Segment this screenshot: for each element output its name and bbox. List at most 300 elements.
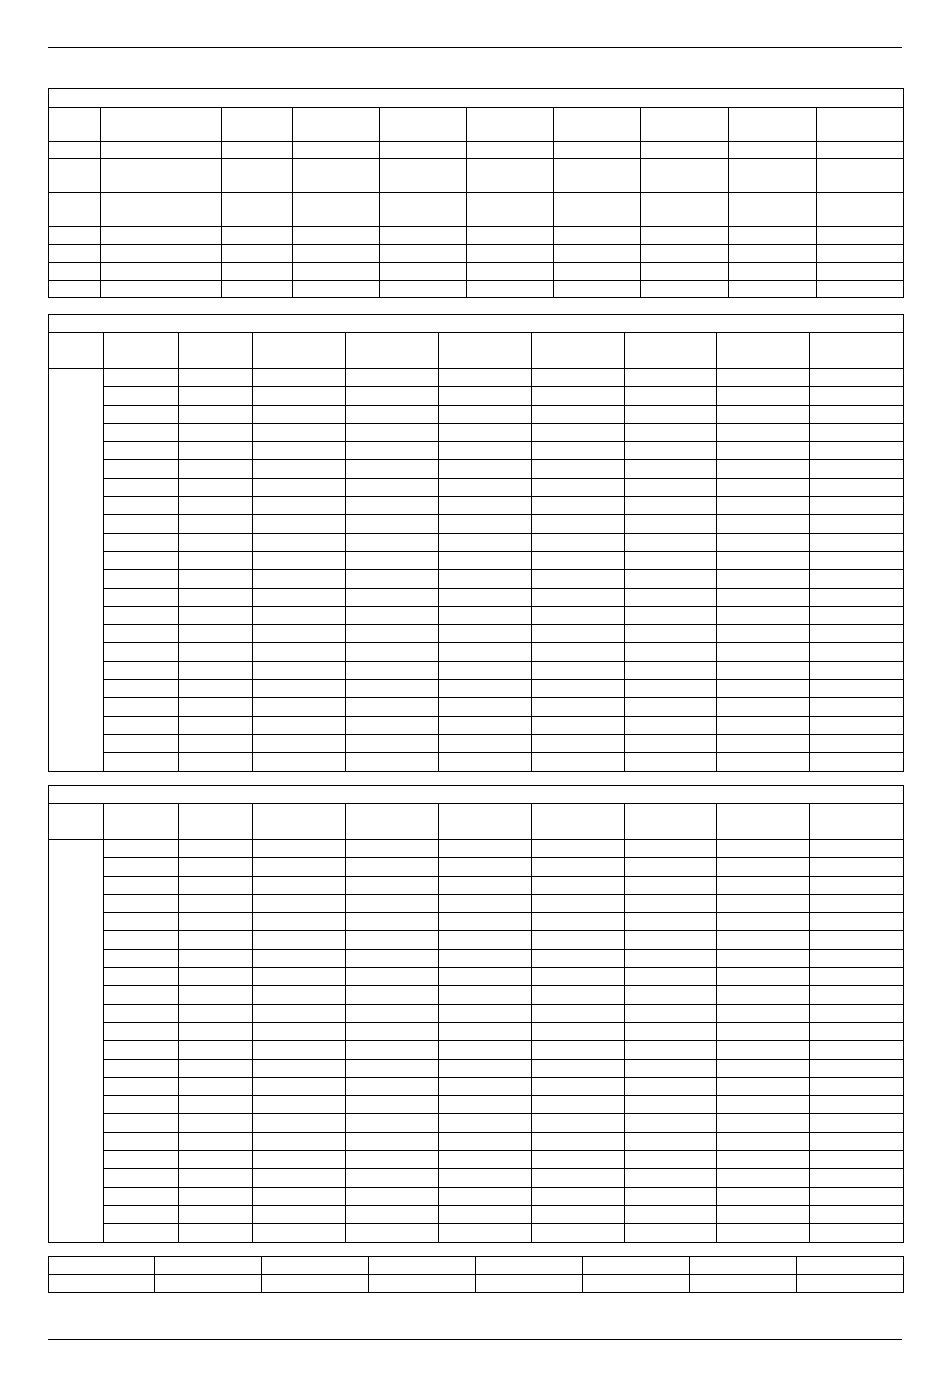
table-cell	[467, 193, 554, 227]
table-cell	[717, 1004, 810, 1022]
table-cell	[346, 716, 439, 734]
table-cell	[554, 245, 641, 263]
table-cell	[625, 606, 717, 624]
table-row	[49, 1004, 904, 1022]
table-cell	[717, 1022, 810, 1040]
table-cell	[253, 1169, 346, 1187]
table-cell	[253, 405, 346, 423]
table-cell	[810, 1169, 904, 1187]
table-cell	[346, 1224, 439, 1242]
table-cell	[104, 405, 179, 423]
table-cell	[179, 734, 253, 752]
table-cell	[625, 1224, 717, 1242]
table-cell	[179, 387, 253, 405]
table-cell	[810, 968, 904, 986]
table-cell	[439, 387, 532, 405]
table-cell	[717, 460, 810, 478]
table-cell	[625, 858, 717, 876]
table-cell	[179, 533, 253, 551]
table-cell	[104, 515, 179, 533]
table-row	[49, 716, 904, 734]
table-cell	[532, 716, 625, 734]
table-cell	[532, 533, 625, 551]
table-2-header-cell	[179, 333, 253, 369]
table-cell	[179, 1187, 253, 1205]
table-cell	[717, 625, 810, 643]
table-cell	[179, 1022, 253, 1040]
table-cell	[179, 1224, 253, 1242]
table-cell	[155, 1257, 262, 1275]
table-cell	[625, 423, 717, 441]
table-row	[49, 968, 904, 986]
table-cell	[104, 1187, 179, 1205]
table-cell	[104, 661, 179, 679]
table-cell	[717, 643, 810, 661]
table-cell	[625, 1041, 717, 1059]
table-cell	[253, 858, 346, 876]
table-cell	[625, 515, 717, 533]
table-cell	[253, 533, 346, 551]
table-cell	[810, 369, 904, 387]
table-3-header-cell	[717, 804, 810, 840]
table-cell	[369, 1257, 476, 1275]
table-cell	[104, 387, 179, 405]
table-cell	[253, 698, 346, 716]
table-cell	[104, 968, 179, 986]
table-row	[49, 405, 904, 423]
table-cell	[532, 643, 625, 661]
table-1-header-cell	[101, 108, 222, 142]
table-cell	[439, 1114, 532, 1132]
table-row	[49, 1132, 904, 1150]
table-cell	[253, 387, 346, 405]
table-cell	[253, 716, 346, 734]
table-cell	[346, 570, 439, 588]
table-cell	[293, 263, 380, 281]
table-cell	[346, 625, 439, 643]
table-cell	[104, 478, 179, 496]
table-cell	[253, 931, 346, 949]
table-cell	[532, 606, 625, 624]
table-cell	[179, 515, 253, 533]
table-cell	[625, 442, 717, 460]
table-cell	[532, 931, 625, 949]
table-cell	[717, 1187, 810, 1205]
table-cell	[729, 281, 817, 298]
table-row	[49, 625, 904, 643]
table-row	[49, 1187, 904, 1205]
table-cell	[346, 680, 439, 698]
table-cell	[104, 1132, 179, 1150]
table-1	[48, 88, 904, 298]
table-cell	[532, 876, 625, 894]
table-cell	[346, 551, 439, 569]
table-cell	[717, 1151, 810, 1169]
table-cell	[179, 858, 253, 876]
table-cell	[717, 551, 810, 569]
table-cell	[179, 716, 253, 734]
table-cell	[717, 840, 810, 858]
table-cell	[439, 1077, 532, 1095]
table-cell	[625, 1151, 717, 1169]
table-cell	[810, 570, 904, 588]
table-cell	[253, 588, 346, 606]
table-cell	[439, 1004, 532, 1022]
table-cell	[179, 1132, 253, 1150]
table-cell	[104, 643, 179, 661]
table-cell	[625, 1114, 717, 1132]
table-cell	[439, 423, 532, 441]
table-cell	[380, 281, 467, 298]
table-cell	[369, 1275, 476, 1293]
table-cell	[179, 551, 253, 569]
table-cell	[439, 442, 532, 460]
table-cell	[346, 1059, 439, 1077]
table-cell	[346, 876, 439, 894]
table-cell	[625, 698, 717, 716]
table-cell	[104, 1169, 179, 1187]
table-3-header-cell	[810, 804, 904, 840]
table-cell	[810, 949, 904, 967]
table-cell	[104, 840, 179, 858]
table-3-header-cell	[439, 804, 532, 840]
table-cell	[717, 478, 810, 496]
table-cell	[380, 142, 467, 159]
table-cell	[532, 734, 625, 752]
table-cell	[532, 1187, 625, 1205]
table-row	[49, 858, 904, 876]
table-cell	[439, 1224, 532, 1242]
table-row	[49, 643, 904, 661]
table-cell	[532, 551, 625, 569]
table-cell	[729, 142, 817, 159]
table-cell	[346, 606, 439, 624]
table-cell	[439, 894, 532, 912]
table-row	[49, 551, 904, 569]
table-cell	[439, 570, 532, 588]
table-cell	[104, 497, 179, 515]
table-cell	[554, 227, 641, 245]
table-cell	[293, 227, 380, 245]
table-cell	[717, 913, 810, 931]
table-row	[49, 1224, 904, 1242]
table-cell	[253, 551, 346, 569]
table-cell	[380, 159, 467, 193]
table-cell	[104, 680, 179, 698]
table-row	[49, 840, 904, 858]
table-cell	[532, 478, 625, 496]
table-cell	[797, 1275, 904, 1293]
table-row	[49, 263, 904, 281]
table-row	[49, 369, 904, 387]
table-2	[48, 314, 904, 772]
table-cell	[532, 1059, 625, 1077]
table-3-header-cell	[253, 804, 346, 840]
table-cell	[179, 1004, 253, 1022]
table-cell	[690, 1257, 797, 1275]
table-row	[49, 245, 904, 263]
table-cell	[439, 1132, 532, 1150]
table-cell	[49, 1257, 155, 1275]
table-cell	[346, 913, 439, 931]
table-cell	[810, 405, 904, 423]
table-cell	[346, 1187, 439, 1205]
table-row	[49, 1205, 904, 1223]
table-cell	[104, 423, 179, 441]
table-cell	[532, 1114, 625, 1132]
table-cell	[262, 1275, 369, 1293]
table-row	[49, 986, 904, 1004]
table-1-header-cell	[554, 108, 641, 142]
table-cell	[439, 1187, 532, 1205]
table-cell	[253, 1041, 346, 1059]
table-cell	[810, 913, 904, 931]
table-cell	[625, 949, 717, 967]
table-cell	[179, 753, 253, 771]
table-cell	[717, 931, 810, 949]
table-cell	[641, 227, 729, 245]
table-cell	[380, 227, 467, 245]
table-cell	[717, 1224, 810, 1242]
table-cell	[439, 661, 532, 679]
table-cell	[532, 661, 625, 679]
table-cell	[179, 949, 253, 967]
table-cell	[532, 1004, 625, 1022]
table-cell	[439, 949, 532, 967]
table-cell	[253, 423, 346, 441]
table-cell	[625, 643, 717, 661]
table-cell	[532, 894, 625, 912]
table-cell	[625, 840, 717, 858]
table-cell	[717, 423, 810, 441]
table-cell	[439, 931, 532, 949]
table-cell	[810, 986, 904, 1004]
table-cell	[532, 1224, 625, 1242]
table-cell	[625, 753, 717, 771]
table-cell	[717, 894, 810, 912]
table-cell	[625, 533, 717, 551]
table-cell	[179, 1205, 253, 1223]
table-cell	[179, 680, 253, 698]
table-cell	[179, 986, 253, 1004]
table-cell	[810, 387, 904, 405]
table-cell	[717, 1041, 810, 1059]
table-cell	[179, 1169, 253, 1187]
table-cell	[179, 369, 253, 387]
table-cell	[253, 460, 346, 478]
table-cell	[253, 369, 346, 387]
table-cell	[49, 1275, 155, 1293]
table-cell	[625, 1187, 717, 1205]
table-3	[48, 785, 904, 1243]
table-2-title	[49, 315, 904, 333]
table-row	[49, 698, 904, 716]
table-cell	[717, 1059, 810, 1077]
table-2-header-cell	[439, 333, 532, 369]
table-cell	[554, 193, 641, 227]
table-cell	[810, 423, 904, 441]
table-cell	[439, 606, 532, 624]
table-cell	[49, 142, 101, 159]
table-cell	[253, 986, 346, 1004]
table-cell	[532, 1205, 625, 1223]
table-cell	[717, 753, 810, 771]
table-cell	[346, 478, 439, 496]
table-cell	[810, 734, 904, 752]
table-cell	[253, 478, 346, 496]
table-cell	[641, 142, 729, 159]
table-cell	[222, 263, 293, 281]
table-cell	[810, 1151, 904, 1169]
table-cell	[179, 1114, 253, 1132]
table-cell	[104, 698, 179, 716]
table-cell	[476, 1275, 583, 1293]
table-cell	[717, 588, 810, 606]
table-cell	[253, 661, 346, 679]
table-cell	[253, 1151, 346, 1169]
table-cell	[104, 1224, 179, 1242]
table-cell	[810, 661, 904, 679]
table-cell	[179, 894, 253, 912]
table-cell	[253, 1205, 346, 1223]
table-cell	[346, 1205, 439, 1223]
table-2-header-cell	[49, 333, 104, 369]
table-row	[49, 661, 904, 679]
table-cell	[810, 1224, 904, 1242]
table-cell	[717, 442, 810, 460]
table-2-header-cell	[346, 333, 439, 369]
table-cell	[532, 1077, 625, 1095]
table-2-title-row	[49, 315, 904, 333]
table-cell	[439, 369, 532, 387]
table-cell	[817, 159, 904, 193]
table-cell	[532, 1096, 625, 1114]
table-cell	[346, 949, 439, 967]
table-cell	[222, 245, 293, 263]
table-cell	[625, 986, 717, 1004]
table-cell	[532, 968, 625, 986]
table-1-header-cell	[380, 108, 467, 142]
table-cell	[179, 913, 253, 931]
table-cell	[717, 533, 810, 551]
table-cell	[346, 698, 439, 716]
table-cell	[532, 858, 625, 876]
table-cell	[532, 753, 625, 771]
table-cell	[179, 460, 253, 478]
table-cell	[810, 588, 904, 606]
table-cell	[810, 753, 904, 771]
table-cell	[467, 263, 554, 281]
table-cell	[532, 1132, 625, 1150]
table-cell	[467, 227, 554, 245]
table-cell	[222, 159, 293, 193]
table-cell	[625, 931, 717, 949]
table-cell	[532, 405, 625, 423]
table-cell	[439, 515, 532, 533]
table-cell	[346, 1022, 439, 1040]
table-row	[49, 1275, 904, 1293]
table-cell	[179, 497, 253, 515]
table-cell	[293, 193, 380, 227]
table-cell	[810, 606, 904, 624]
table-cell	[253, 570, 346, 588]
table-cell	[293, 142, 380, 159]
table-cell	[717, 716, 810, 734]
table-cell	[104, 734, 179, 752]
table-cell	[346, 387, 439, 405]
table-cell	[346, 840, 439, 858]
table-cell	[810, 625, 904, 643]
table-cell	[810, 1041, 904, 1059]
table-3-header-cell	[625, 804, 717, 840]
table-cell	[810, 643, 904, 661]
table-cell	[717, 698, 810, 716]
table-2-header-row	[49, 333, 904, 369]
table-cell	[346, 643, 439, 661]
table-cell	[104, 1059, 179, 1077]
table-cell	[625, 478, 717, 496]
table-cell	[179, 1096, 253, 1114]
table-row	[49, 387, 904, 405]
table-cell	[717, 606, 810, 624]
table-cell	[104, 460, 179, 478]
table-cell	[439, 840, 532, 858]
table-cell	[625, 913, 717, 931]
table-row	[49, 515, 904, 533]
table-cell	[439, 858, 532, 876]
table-cell	[641, 245, 729, 263]
table-cell	[253, 894, 346, 912]
table-row	[49, 1096, 904, 1114]
table-cell	[104, 570, 179, 588]
row-group-label	[49, 369, 104, 772]
table-cell	[104, 606, 179, 624]
table-cell	[625, 894, 717, 912]
table-cell	[179, 1151, 253, 1169]
table-cell	[101, 245, 222, 263]
table-cell	[49, 281, 101, 298]
table-cell	[179, 968, 253, 986]
table-cell	[641, 159, 729, 193]
table-cell	[104, 1022, 179, 1040]
table-cell	[104, 1114, 179, 1132]
table-row	[49, 533, 904, 551]
table-row	[49, 442, 904, 460]
table-cell	[253, 643, 346, 661]
table-cell	[532, 387, 625, 405]
table-cell	[179, 442, 253, 460]
footer-rule	[48, 1339, 902, 1340]
table-cell	[253, 876, 346, 894]
table-cell	[532, 986, 625, 1004]
table-3-header-cell	[104, 804, 179, 840]
table-cell	[253, 515, 346, 533]
table-cell	[253, 1187, 346, 1205]
table-cell	[439, 497, 532, 515]
table-cell	[179, 876, 253, 894]
table-cell	[810, 478, 904, 496]
table-cell	[104, 588, 179, 606]
table-cell	[532, 497, 625, 515]
table-cell	[439, 551, 532, 569]
table-cell	[717, 858, 810, 876]
table-cell	[346, 533, 439, 551]
table-cell	[439, 1059, 532, 1077]
table-1-header-cell	[729, 108, 817, 142]
table-cell	[439, 968, 532, 986]
table-cell	[810, 1059, 904, 1077]
table-cell	[380, 245, 467, 263]
